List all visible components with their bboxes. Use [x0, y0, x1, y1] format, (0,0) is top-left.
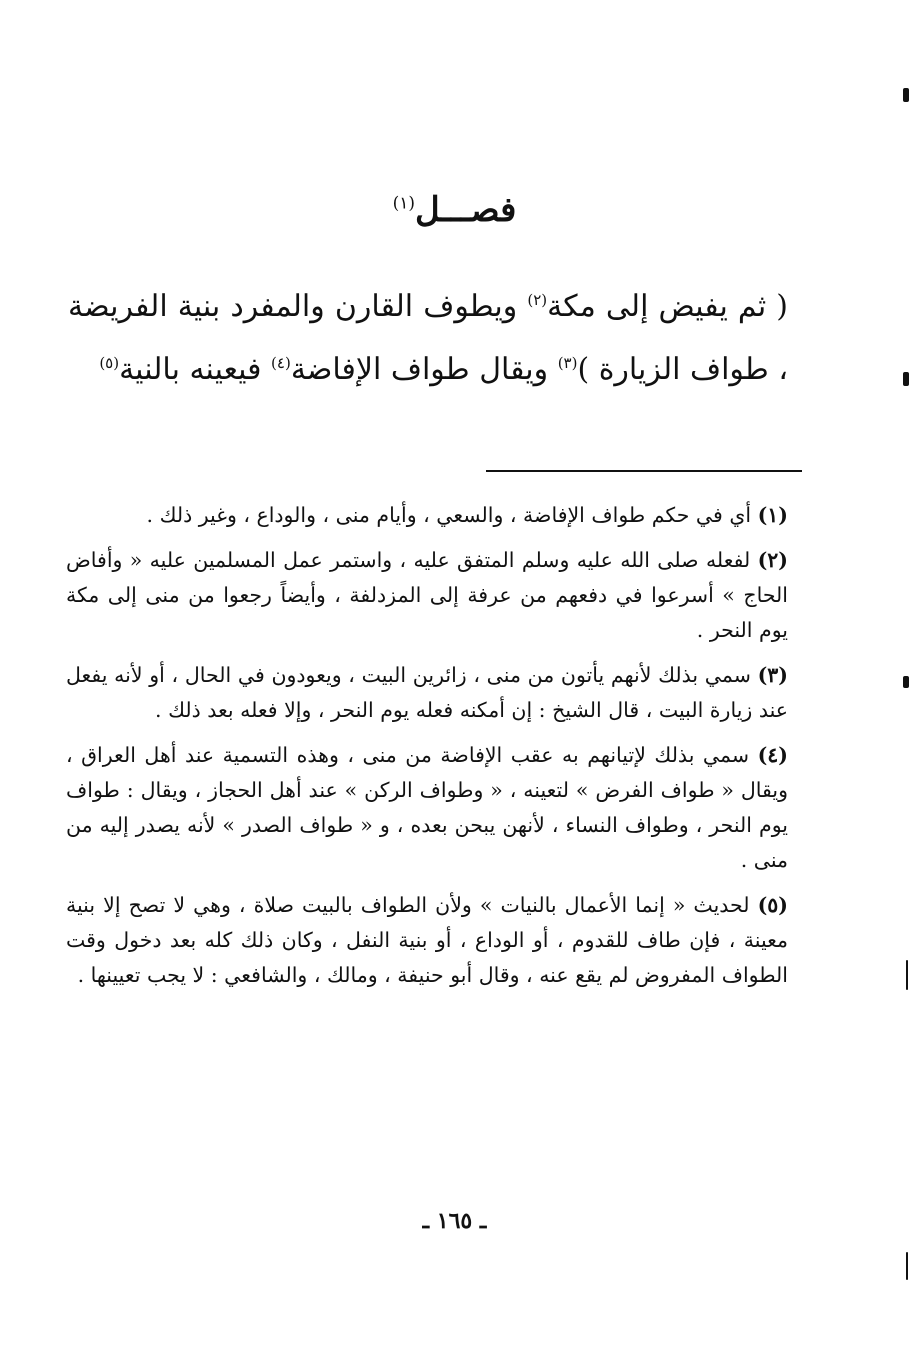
footnote-ref-3: (٣): [557, 354, 578, 372]
footnote-number: (٢): [757, 548, 788, 572]
scan-edge-mark: [903, 372, 909, 386]
scan-edge-mark: [903, 676, 909, 688]
footnote-2: [66, 543, 788, 648]
footnote-5: [66, 888, 788, 993]
footnote-text: لفعله صلى الله عليه وسلم المتفق عليه ، واستمر عمل المسلمين عليه « وأفاض الحاج » أسرعوا في دفعهم من عرفة إلى المزدلفة ، وأيضاً رجعوا من منى إلى مكة يوم النحر .: [66, 548, 788, 642]
footnote-3: [66, 658, 788, 728]
footnote-number: (٤): [757, 743, 788, 767]
footnote-text: سمي بذلك لأنهم يأتون من منى ، زائرين البيت ، ويعودون في الحال ، أو لأنه يفعل عند زيارة البيت ، قال الشيخ : إن أمكنه فعله يوم النحر ، وإلا فعله بعد ذلك .: [66, 663, 788, 722]
footnotes-section: [66, 498, 788, 1003]
footnote-ref-4: (٤): [271, 354, 291, 372]
main-text-part-3: ويقال طواف الإفاضة: [290, 352, 558, 387]
footnote-1: [66, 498, 788, 533]
footnote-text: لحديث « إنما الأعمال بالنيات » ولأن الطواف بالبيت صلاة ، وهي لا تصح إلا بنية معينة ، فإن طاف للقدوم ، أو الوداع ، أو بنية النفل ، وكان ذلك كله بعد دخول وقت الطواف المفروض لم يقع عنه ، وقال أبو حنيفة ، ومالك ، والشافعي : لا يجب تعيينها .: [66, 893, 788, 987]
main-text-paragraph: [68, 272, 788, 398]
main-text-part-2: ويطوف القارن والمفرد بنية الفريضة ، طواف الزيارة ): [68, 289, 788, 387]
footnote-number: (١): [757, 503, 788, 527]
heading-title: فصـــل: [415, 190, 517, 230]
footnote-4: [66, 738, 788, 878]
page-number: ـ ١٦٥ ـ: [422, 1208, 487, 1234]
scan-edge-mark: [903, 88, 909, 102]
main-text-part-4: فيعينه بالنية: [119, 352, 272, 387]
scan-edge-mark: [906, 1252, 908, 1280]
footnote-separator: [486, 470, 802, 472]
footnote-ref-5: (٥): [99, 354, 120, 372]
footnote-number: (٥): [757, 893, 788, 917]
footnote-text: سمي بذلك لإتيانهم به عقب الإفاضة من منى ، وهذه التسمية عند أهل العراق ، ويقال « طواف الفرض » لتعينه ، « وطواف الركن » عند أهل الحجاز ، ويقال : طواف يوم النحر ، وطواف النساء ، لأنهن يبحن بعده ، و « طواف الصدر » لأنه يصدر إليه من منى .: [66, 743, 788, 872]
section-heading: [0, 188, 909, 232]
footnote-text: أي في حكم طواف الإفاضة ، والسعي ، وأيام منى ، والوداع ، وغير ذلك .: [146, 503, 758, 527]
main-text-part-1: ( ثم يفيض إلى مكة: [547, 289, 788, 324]
footnote-ref-2: (٢): [527, 291, 548, 309]
footnote-number: (٣): [757, 663, 788, 687]
heading-footnote-ref: (١): [392, 193, 416, 214]
scan-edge-mark: [906, 960, 908, 990]
